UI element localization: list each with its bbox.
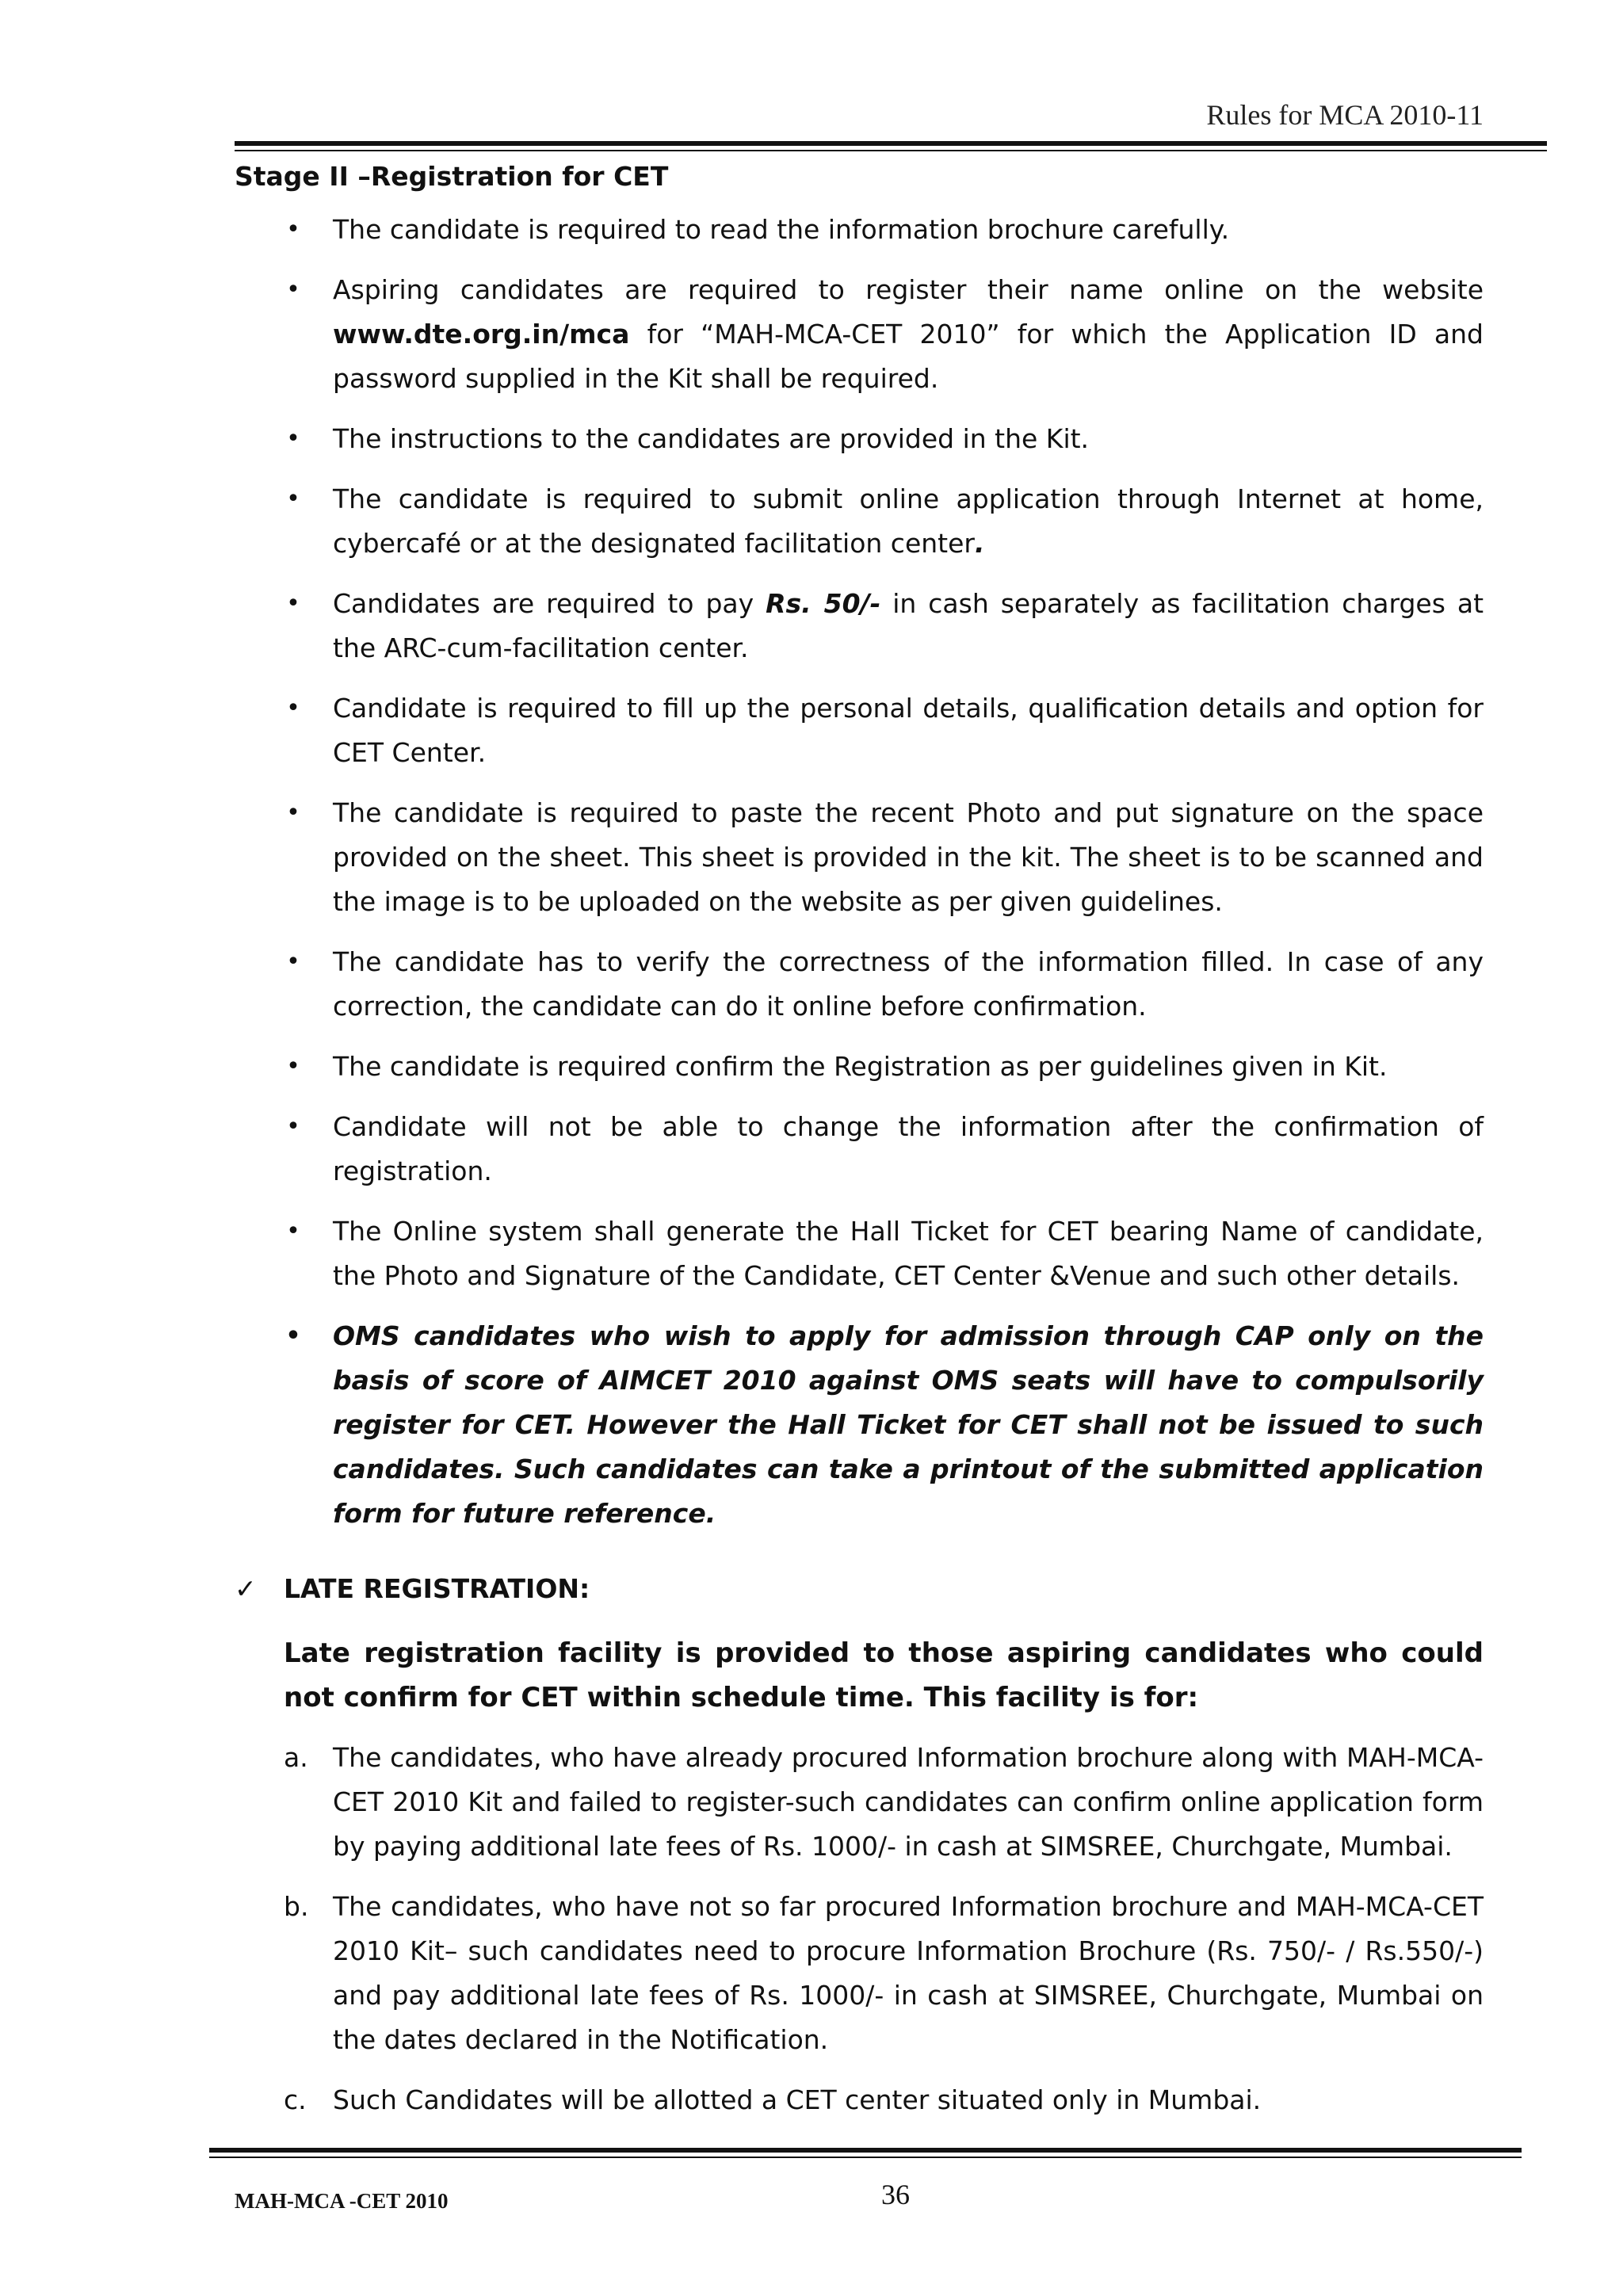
page-number: 36: [881, 2179, 910, 2210]
header-rule-thick: [235, 141, 1547, 146]
item-text: Candidate will not be able to change the information after the confirmation of registration.: [333, 1111, 1484, 1186]
late-registration-heading: [235, 1573, 590, 1604]
list-item: [285, 1045, 1484, 1089]
item-text: The instructions to the candidates are provided in the Kit.: [333, 423, 1090, 454]
list-item: [285, 477, 1484, 566]
fee-amount: Rs. 50/-: [766, 588, 881, 619]
item-text: The candidate is required to read the information brochure carefully.: [333, 214, 1230, 245]
late-registration-intro: Late registration facility is provided to those aspiring candidates who could not confirm for CET within schedule time. This facility is for:: [284, 1637, 1484, 1713]
running-header: Rules for MCA 2010-11: [1206, 99, 1484, 131]
list-item: [285, 417, 1484, 461]
list-item-oms-note: [285, 1314, 1484, 1536]
item-text: Candidates are required to pay: [333, 588, 766, 619]
late-registration-title: LATE REGISTRATION:: [284, 1573, 590, 1604]
bullet-icon: •: [286, 1113, 300, 1140]
footer-rule-thin: [209, 2157, 1522, 2158]
list-item: [285, 686, 1484, 775]
bullet-icon: •: [286, 485, 300, 513]
item-text-end: .: [974, 528, 985, 559]
bullet-icon: •: [286, 425, 300, 453]
item-text: The candidate is required to paste the recent Photo and put signature on the space provided on the sheet. This sheet is provided in the kit. The sheet is to be scanned and the image is to be uploaded on the website as per given guidelines.: [333, 797, 1484, 917]
item-text: Candidate is required to fill up the personal details, qualification details and option for CET Center.: [333, 693, 1484, 768]
late-registration-list: [284, 1736, 1484, 2138]
checkmark-icon: ✓: [235, 1573, 257, 1604]
bullet-icon: •: [286, 216, 300, 243]
list-item: [285, 791, 1484, 924]
item-text: The Online system shall generate the Hall Ticket for CET bearing Name of candidate, the Photo and Signature of the Candidate, CET Center &Venue and such other details.: [333, 1216, 1484, 1291]
bullet-icon: •: [285, 1322, 301, 1350]
bullet-icon: •: [286, 799, 300, 827]
list-item: [284, 1736, 1484, 1869]
item-text: The candidate is required to submit online application through Internet at home, cybercafé or at the designated facilitation center: [333, 483, 1484, 559]
bullet-icon: •: [286, 694, 300, 722]
website-link[interactable]: www.dte.org.in/mca: [333, 319, 630, 350]
list-item: [285, 1105, 1484, 1194]
registration-steps-list: [285, 208, 1484, 1552]
list-item: [285, 582, 1484, 670]
header-rule-thin: [235, 150, 1547, 151]
footer-rule-thick: [209, 2148, 1522, 2153]
bullet-icon: •: [286, 948, 300, 976]
footer-title: MAH-MCA -CET 2010: [235, 2189, 449, 2213]
list-item: [285, 940, 1484, 1029]
item-text: The candidate is required confirm the Registration as per guidelines given in Kit.: [333, 1051, 1388, 1082]
item-text: The candidates, who have not so far procured Information brochure and MAH-MCA-CET 2010 Kit– such candidates need to procure Information Brochure (Rs. 750/- / Rs.550/-) and pay additional late fees of Rs. 1000/- in cash at SIMSREE, Churchgate, Mumbai on the dates declared in the Notification.: [333, 1891, 1484, 2055]
item-text: The candidate has to verify the correctness of the information filled. In case of any correction, the candidate can do it online before confirmation.: [333, 946, 1484, 1022]
bullet-icon: •: [286, 590, 300, 617]
bullet-icon: •: [286, 1052, 300, 1080]
list-marker: a.: [284, 1742, 308, 1773]
list-marker: c.: [284, 2084, 307, 2115]
list-item: [285, 208, 1484, 252]
item-text: OMS candidates who wish to apply for admission through CAP only on the basis of score of AIMCET 2010 against OMS seats will have to compulsorily register for CET. However the Hall Ticket for CET shall not be issued to such candidates. Such candidates can take a printout of the submitted application form for future reference.: [333, 1320, 1484, 1529]
bullet-icon: •: [286, 276, 300, 304]
list-item: [285, 268, 1484, 401]
item-text: Aspiring candidates are required to register their name online on the website: [333, 274, 1484, 305]
item-text: Such Candidates will be allotted a CET center situated only in Mumbai.: [333, 2084, 1262, 2115]
section-title: Stage II –Registration for CET: [235, 161, 669, 192]
item-text: The candidates, who have already procured Information brochure along with MAH-MCA-CET 2010 Kit and failed to register-such candidates can confirm online application form by paying additional late fees of Rs. 1000/- in cash at SIMSREE, Churchgate, Mumbai.: [333, 1742, 1484, 1862]
item-text: for “MAH-MCA-CET 2010” for which the Application ID and password supplied in the Kit shall be required.: [333, 319, 1484, 394]
list-marker: b.: [284, 1891, 309, 1922]
bullet-icon: •: [286, 1217, 300, 1245]
list-item: [285, 1209, 1484, 1298]
list-item: [284, 2078, 1484, 2122]
list-item: [284, 1885, 1484, 2062]
item-text: in cash separately as facilitation charges at the ARC-cum-facilitation center.: [333, 588, 1484, 663]
